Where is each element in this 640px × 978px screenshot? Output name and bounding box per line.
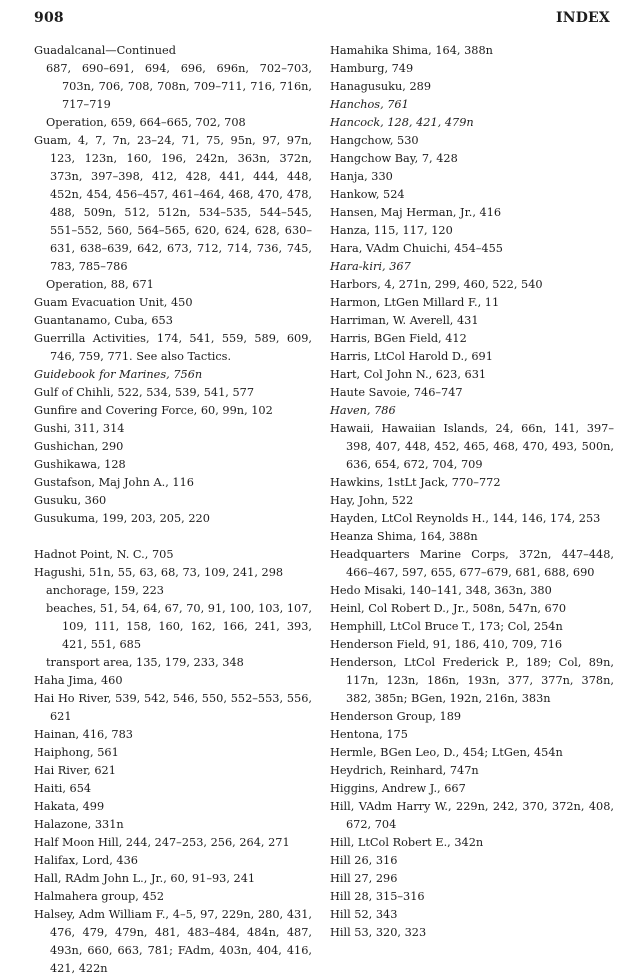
index-entry: Hamahika Shima, 164, 388n <box>330 44 493 57</box>
index-entry: Hai Ho River, 539, 542, 546, 550, 552–553, 556, 621 <box>34 692 312 723</box>
index-entry: Gustafson, Maj John A., 116 <box>34 476 194 489</box>
index-subentry: anchorage, 159, 223 <box>46 584 164 597</box>
index-entry: Hill, LtCol Robert E., 342n <box>330 836 484 849</box>
index-entry: Hansen, Maj Herman, Jr., 416 <box>330 206 502 219</box>
index-entry: Hanchos, 761 <box>330 98 409 111</box>
index-entry: Halifax, Lord, 436 <box>34 854 138 867</box>
index-entry: Hedo Misaki, 140–141, 348, 363n, 380 <box>330 584 552 597</box>
index-entry: Hart, Col John N., 623, 631 <box>330 368 487 381</box>
index-entry: Hill 28, 315–316 <box>330 890 425 903</box>
index-entry: Gusuku, 360 <box>34 494 107 507</box>
index-entry: Henderson Field, 91, 186, 410, 709, 716 <box>330 638 563 651</box>
index-entry: Hill 53, 320, 323 <box>330 926 427 939</box>
index-entry: Hamburg, 749 <box>330 62 414 75</box>
index-entry: Hadnot Point, N. C., 705 <box>34 548 174 561</box>
index-entry: Hill, VAdm Harry W., 229n, 242, 370, 372n, 408, 672, 704 <box>330 800 614 831</box>
index-entry: Hill 27, 296 <box>330 872 398 885</box>
index-entry: Hangchow Bay, 7, 428 <box>330 152 458 165</box>
index-entry: Halazone, 331n <box>34 818 124 831</box>
index-entry: Hemphill, LtCol Bruce T., 173; Col, 254n <box>330 620 563 633</box>
index-entry: Hill 26, 316 <box>330 854 398 867</box>
index-entry: Guidebook for Marines, 756n <box>34 368 203 381</box>
index-entry: Guantanamo, Cuba, 653 <box>34 314 173 327</box>
index-entry: Harbors, 4, 271n, 299, 460, 522, 540 <box>330 278 543 291</box>
index-entry: Half Moon Hill, 244, 247–253, 256, 264, 271 <box>34 836 290 849</box>
page-number: 908 <box>34 10 64 26</box>
index-entry: Guadalcanal—Continued <box>34 44 176 57</box>
index-entry: Gulf of Chihli, 522, 534, 539, 541, 577 <box>34 386 255 399</box>
index-entry: Henderson Group, 189 <box>330 710 462 723</box>
index-entry: Heydrich, Reinhard, 747n <box>330 764 479 777</box>
index-entry: Gusukuma, 199, 203, 205, 220 <box>34 512 210 525</box>
index-entry: Hara, VAdm Chuichi, 454–455 <box>330 242 503 255</box>
index-entry: Hall, RAdm John L., Jr., 60, 91–93, 241 <box>34 872 256 885</box>
index-entry: Guam Evacuation Unit, 450 <box>34 296 193 309</box>
index-entry: Hentona, 175 <box>330 728 408 741</box>
index-entry: Guam, 4, 7, 7n, 23–24, 71, 75, 95n, 97, 97n, 123, 123n, 160, 196, 242n, 363n, 372n, 373n, 397–398, 412, 428, 441, 444, 448, 452n, 454, 456–457, 461–464, 468, 470, 478, 488, 509n, 512, 512n, 534–535, 544–545, 551–552, 560, 564–565, 620, 624, 628, 630–631, 638–639, 642, 673, 712, 714, 736, 745, 783, 785–786 <box>34 134 312 273</box>
index-entry: Higgins, Andrew J., 667 <box>330 782 466 795</box>
index-entry: Hayden, LtCol Reynolds H., 144, 146, 174, 253 <box>330 512 601 525</box>
index-entry: Gushichan, 290 <box>34 440 124 453</box>
index-subentry: beaches, 51, 54, 64, 67, 70, 91, 100, 103, 107, 109, 111, 158, 160, 162, 166, 241, 393, 421, 551, 685 <box>46 602 312 651</box>
index-entry: Haute Savoie, 746–747 <box>330 386 463 399</box>
index-entry: Hawaii, Hawaiian Islands, 24, 66n, 141, 397–398, 407, 448, 452, 465, 468, 470, 493, 500n, 636, 654, 672, 704, 709 <box>330 422 614 471</box>
index-entry: Harriman, W. Averell, 431 <box>330 314 479 327</box>
index-entry: Hankow, 524 <box>330 188 405 201</box>
index-entry: Halmahera group, 452 <box>34 890 165 903</box>
index-entry: Heinl, Col Robert D., Jr., 508n, 547n, 670 <box>330 602 567 615</box>
index-entry: Hara-kiri, 367 <box>330 260 411 273</box>
index-entry: Gunfire and Covering Force, 60, 99n, 102 <box>34 404 273 417</box>
index-entry: Harris, LtCol Harold D., 691 <box>330 350 493 363</box>
index-entry: Haha Jima, 460 <box>34 674 123 687</box>
index-entry: Haven, 786 <box>330 404 396 417</box>
index-entry: Hai River, 621 <box>34 764 116 777</box>
index-column-left <box>34 42 312 978</box>
index-subentry: transport area, 135, 179, 233, 348 <box>46 656 244 669</box>
index-entry: Gushikawa, 128 <box>34 458 126 471</box>
index-entry: Hanagusuku, 289 <box>330 80 432 93</box>
index-entry: Hanja, 330 <box>330 170 393 183</box>
index-entry: Hancock, 128, 421, 479n <box>330 116 474 129</box>
index-entry: Haiphong, 561 <box>34 746 119 759</box>
index-entry: Gushi, 311, 314 <box>34 422 125 435</box>
index-entry: Guerrilla Activities, 174, 541, 559, 589, 609, 746, 759, 771. See also Tactics. <box>34 332 312 363</box>
index-entry: Hawkins, 1stLt Jack, 770–772 <box>330 476 501 489</box>
index-entry: Haiti, 654 <box>34 782 92 795</box>
index-subentry: 687, 690–691, 694, 696, 696n, 702–703, 703n, 706, 708, 708n, 709–711, 716, 716n, 717–719 <box>46 62 312 111</box>
index-entry: Hainan, 416, 783 <box>34 728 133 741</box>
index-subentry: Operation, 659, 664–665, 702, 708 <box>46 116 246 129</box>
index-entry: Headquarters Marine Corps, 372n, 447–448, 466–467, 597, 655, 677–679, 681, 688, 690 <box>330 548 614 579</box>
index-entry: Hangchow, 530 <box>330 134 419 147</box>
index-entry: Hagushi, 51n, 55, 63, 68, 73, 109, 241, 298 <box>34 566 284 579</box>
index-entry: Heanza Shima, 164, 388n <box>330 530 478 543</box>
index-entry: Halsey, Adm William F., 4–5, 97, 229n, 280, 431, 476, 479, 479n, 481, 483–484, 484n, 487, 493n, 660, 663, 781; FAdm, 403n, 404, 416, 421, 422n <box>34 908 312 975</box>
index-entry: Hay, John, 522 <box>330 494 414 507</box>
index-column-right <box>330 42 614 942</box>
index-entry: Hakata, 499 <box>34 800 105 813</box>
index-entry: Hill 52, 343 <box>330 908 398 921</box>
index-entry: Harris, BGen Field, 412 <box>330 332 467 345</box>
running-head: INDEX <box>555 10 610 26</box>
index-entry: Harmon, LtGen Millard F., 11 <box>330 296 500 309</box>
index-entry: Henderson, LtCol Frederick P., 189; Col, 89n, 117n, 123n, 186n, 193n, 377, 377n, 378n, 382, 385n; BGen, 192n, 216n, 383n <box>330 656 614 705</box>
index-subentry: Operation, 88, 671 <box>46 278 154 291</box>
index-entry: Hanza, 115, 117, 120 <box>330 224 453 237</box>
page-header <box>34 10 610 30</box>
index-entry: Hermle, BGen Leo, D., 454; LtGen, 454n <box>330 746 563 759</box>
